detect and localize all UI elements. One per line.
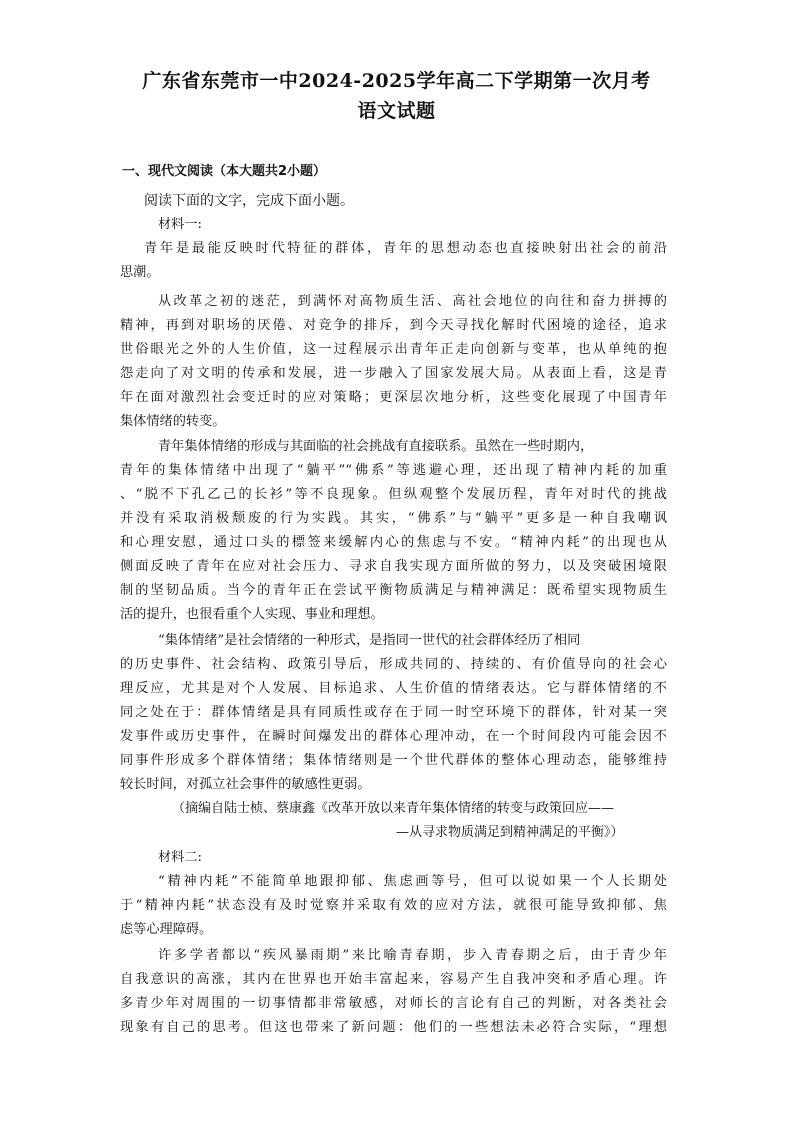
title-line-1: 广东省东莞市一中2024-2025学年高二下学期第一次月考 (142, 70, 651, 92)
paragraph-line: 、“脱不下孔乙己的长衫”等不良现象。但纵观整个发展历程，青年对时代的挑战 (120, 487, 667, 502)
source-citation-line-2: —从寻求物质满足到精神满足的平衡》） (396, 825, 624, 840)
paragraph-line: 精神，再到对职场的厌倦、对竞争的排斥，到今天寻找化解时代困境的途径，追求 (120, 318, 667, 333)
paragraph-line: 怨走向了对文明的传承和发展，进一步融入了国家发展大局。从表面上看，这是青 (120, 366, 667, 381)
paragraph-line: “精神内耗”不能简单地跟抑郁、焦虑画等号，但可以说如果一个人长期处 (158, 874, 667, 889)
paragraph-line: 自我意识的高涨，其内在世界也开始丰富起来，容易产生自我冲突和矛盾心理。许 (120, 972, 667, 987)
paragraph-line: 青年是最能反映时代特征的群体，青年的思想动态也直接映射出社会的前沿 (144, 241, 667, 256)
paragraph-line: 年在面对激烈社会变迁时的应对策略；更深层次地分析，这些变化展现了中国青年 (120, 390, 667, 405)
paragraph-line: 许多学者都以“疾风暴雨期”来比喻青春期，步入青春期之后，由于青少年 (158, 948, 667, 963)
paragraph-line: 同之处在于：群体情绪是具有同质性或存在于同一时空环境下的群体，针对某一突 (120, 705, 667, 720)
paragraph-line: 制的坚韧品质。当今的青年正在尝试平衡物质满足与精神满足：既希望实现物质生 (120, 583, 667, 598)
paragraph-line: 世俗眼光之外的人生价值，这一过程展示出青年正走向创新与变革，也从单纯的抱 (120, 342, 667, 357)
paragraph-line: 从改革之初的迷茫，到满怀对高物质生活、高社会地位的向往和奋力拼搏的 (158, 294, 667, 309)
title-line-2: 语文试题 (357, 100, 436, 122)
paragraph-line: 同事件形成多个群体情绪；集体情绪则是一个世代群体的整体心理动态，能够维持 (120, 753, 667, 768)
paragraph-line: 多青少年对周围的一切事情都非常敏感，对师长的言论有自己的判断，对各类社会 (120, 996, 667, 1011)
paragraph-line: 活的提升，也很看重个人实现、事业和理想。 (120, 607, 384, 622)
source-citation-line-1: （摘编自陆士桢、蔡康鑫《改革开放以来青年集体情绪的转变与政策回应—— (172, 801, 615, 816)
material-2-label: 材料二: (158, 850, 203, 865)
paragraph-line: 理反应，尤其是对个人发展、目标追求、人生价值的情绪表达。它与群体情绪的不 (120, 681, 667, 696)
paragraph-line: 发事件或历史事件，在瞬时间爆发出的群体心理冲动，在一个时间段内可能会因不 (120, 729, 667, 744)
paragraph-line: 青年集体情绪的形成与其面临的社会挑战有直接联系。虽然在一些时期内， (158, 439, 594, 454)
section-heading: 一、现代文阅读（本大题共2小题） (122, 164, 327, 179)
paragraph-line: 青年的集体情绪中出现了“躺平”“佛系”等逃避心理，还出现了精神内耗的加重 (120, 463, 667, 478)
paragraph-line: 较长时间，对孤立社会事件的敏感性更弱。 (120, 777, 371, 792)
paragraph-line: 的历史事件、社会结构、政策引导后，形成共同的、持续的、有价值导向的社会心 (120, 657, 667, 672)
paragraph-line: 侧面反映了青年在应对社会压力、寻求自我实现方面所做的努力，以及突破困境限 (120, 559, 667, 574)
paragraph-line: 虑等心理障碍。 (120, 922, 213, 937)
paragraph-line: 现象有自己的思考。但这也带来了新问题：他们的一些想法未必符合实际，“理想 (120, 1020, 667, 1035)
paragraph-line: 和心理安慰，通过口头的標签来缓解内心的焦虑与不安。“精神内耗”的出现也从 (120, 535, 667, 550)
paragraph-line: 集体情绪的转变。 (120, 414, 226, 429)
paragraph-line: “集体情绪”是社会情绪的一种形式，是指同一世代的社会群体经历了相同 (158, 633, 581, 648)
paragraph-line: 思潮。 (120, 265, 160, 280)
material-1-label: 材料一: (158, 217, 203, 232)
paragraph-line: 并没有采取消极颓废的行为实践。其实，“佛系”与“躺平”更多是一种自我嘲讽 (120, 511, 667, 526)
paragraph-line: 于“精神内耗”状态没有及时觉察并采取有效的应对方法，就很可能导致抑郁、焦 (120, 898, 667, 913)
instruction-text: 阅读下面的文字，完成下面小题。 (144, 193, 354, 209)
